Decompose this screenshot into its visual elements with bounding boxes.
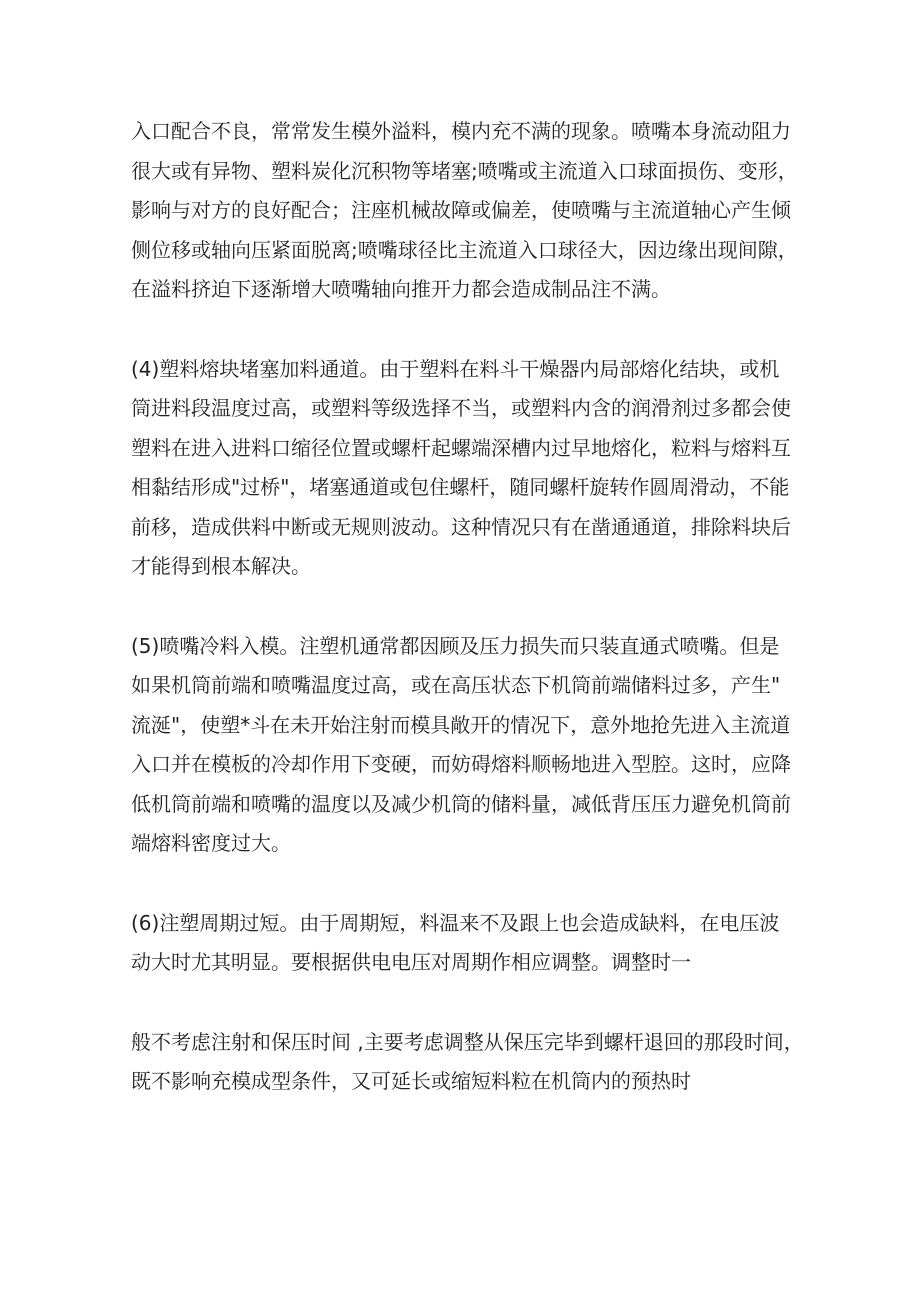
text-line: 端熔料密度过大。 [131, 831, 291, 855]
text-line: 塑料在进入进料口缩径位置或螺杆起螺端深槽内过早地熔化，粒料与熔料互 [131, 435, 791, 460]
text-line: 相黏结形成"过桥"，堵塞通道或包住螺杆，随同螺杆旋转作圆周滑动，不能 [131, 475, 790, 499]
text-line: 很大或有异物、塑料炭化沉积物等堵塞;喷嘴或主流道入口球面损伤、变形， [131, 158, 798, 183]
paragraph-item-6-continuation [131, 1023, 810, 1102]
text-line: 既不影响充模成型条件，又可延长或缩短料粒在机筒内的预热时 [131, 1069, 691, 1093]
text-line: 前移，造成供料中断或无规则波动。这种情况只有在凿通通道，排除料块后 [131, 514, 791, 539]
text-line: 般不考虑注射和保压时间 ,主要考虑调整从保压完毕到螺杆退回的那段时间， [131, 1029, 804, 1054]
paragraph-item-5 [131, 627, 810, 864]
text-line: (6)注塑周期过短。由于周期短，料温来不及跟上也会造成缺料，在电压波 [131, 910, 780, 935]
paragraph-item-6 [131, 904, 810, 983]
paragraph-spacer [131, 864, 810, 904]
text-line: 动大时尤其明显。要根据供电电压对周期作相应调整。调整时一 [131, 950, 691, 974]
paragraph-item-4 [131, 350, 810, 587]
text-line: 侧位移或轴向压紧面脱离;喷嘴球径比主流道入口球径大，因边缘出现间隙， [131, 237, 798, 262]
text-line: 在溢料挤迫下逐渐增大喷嘴轴向推开力都会造成制品注不满。 [131, 277, 671, 301]
text-line: 低机筒前端和喷嘴的温度以及减少机筒的储料量，减低背压压力避免机筒前 [131, 791, 791, 816]
text-line: 才能得到根本解决。 [131, 554, 311, 578]
text-line: 入口配合不良，常常发生模外溢料，模内充不满的现象。喷嘴本身流动阻力 [131, 119, 791, 143]
text-line: (5)喷嘴冷料入模。注塑机通常都因顾及压力损失而只装直通式喷嘴。但是 [131, 633, 780, 658]
text-line: 影响与对方的良好配合；注座机械故障或偏差，使喷嘴与主流道轴心产生倾 [131, 198, 791, 222]
text-line: 如果机筒前端和喷嘴温度过高，或在高压状态下机筒前端储料过多，产生" [131, 673, 781, 697]
paragraph-spacer [131, 587, 810, 627]
text-line: (4)塑料熔块堵塞加料通道。由于塑料在料斗干燥器内局部熔化结块，或机 [131, 356, 780, 381]
paragraph-spacer [131, 983, 810, 1023]
paragraph-spacer [131, 310, 810, 350]
text-line: 筒进料段温度过高，或塑料等级选择不当，或塑料内含的润滑剂过多都会使 [131, 396, 791, 420]
text-line: 入口并在模板的冷却作用下变硬，而妨碍熔料顺畅地进入型腔。这时，应降 [131, 752, 791, 776]
text-line: 流涎"，使塑*斗在未开始注射而模具敞开的情况下，意外地抢先进入主流道 [131, 712, 791, 737]
paragraph-nozzle-continuation [131, 112, 810, 310]
